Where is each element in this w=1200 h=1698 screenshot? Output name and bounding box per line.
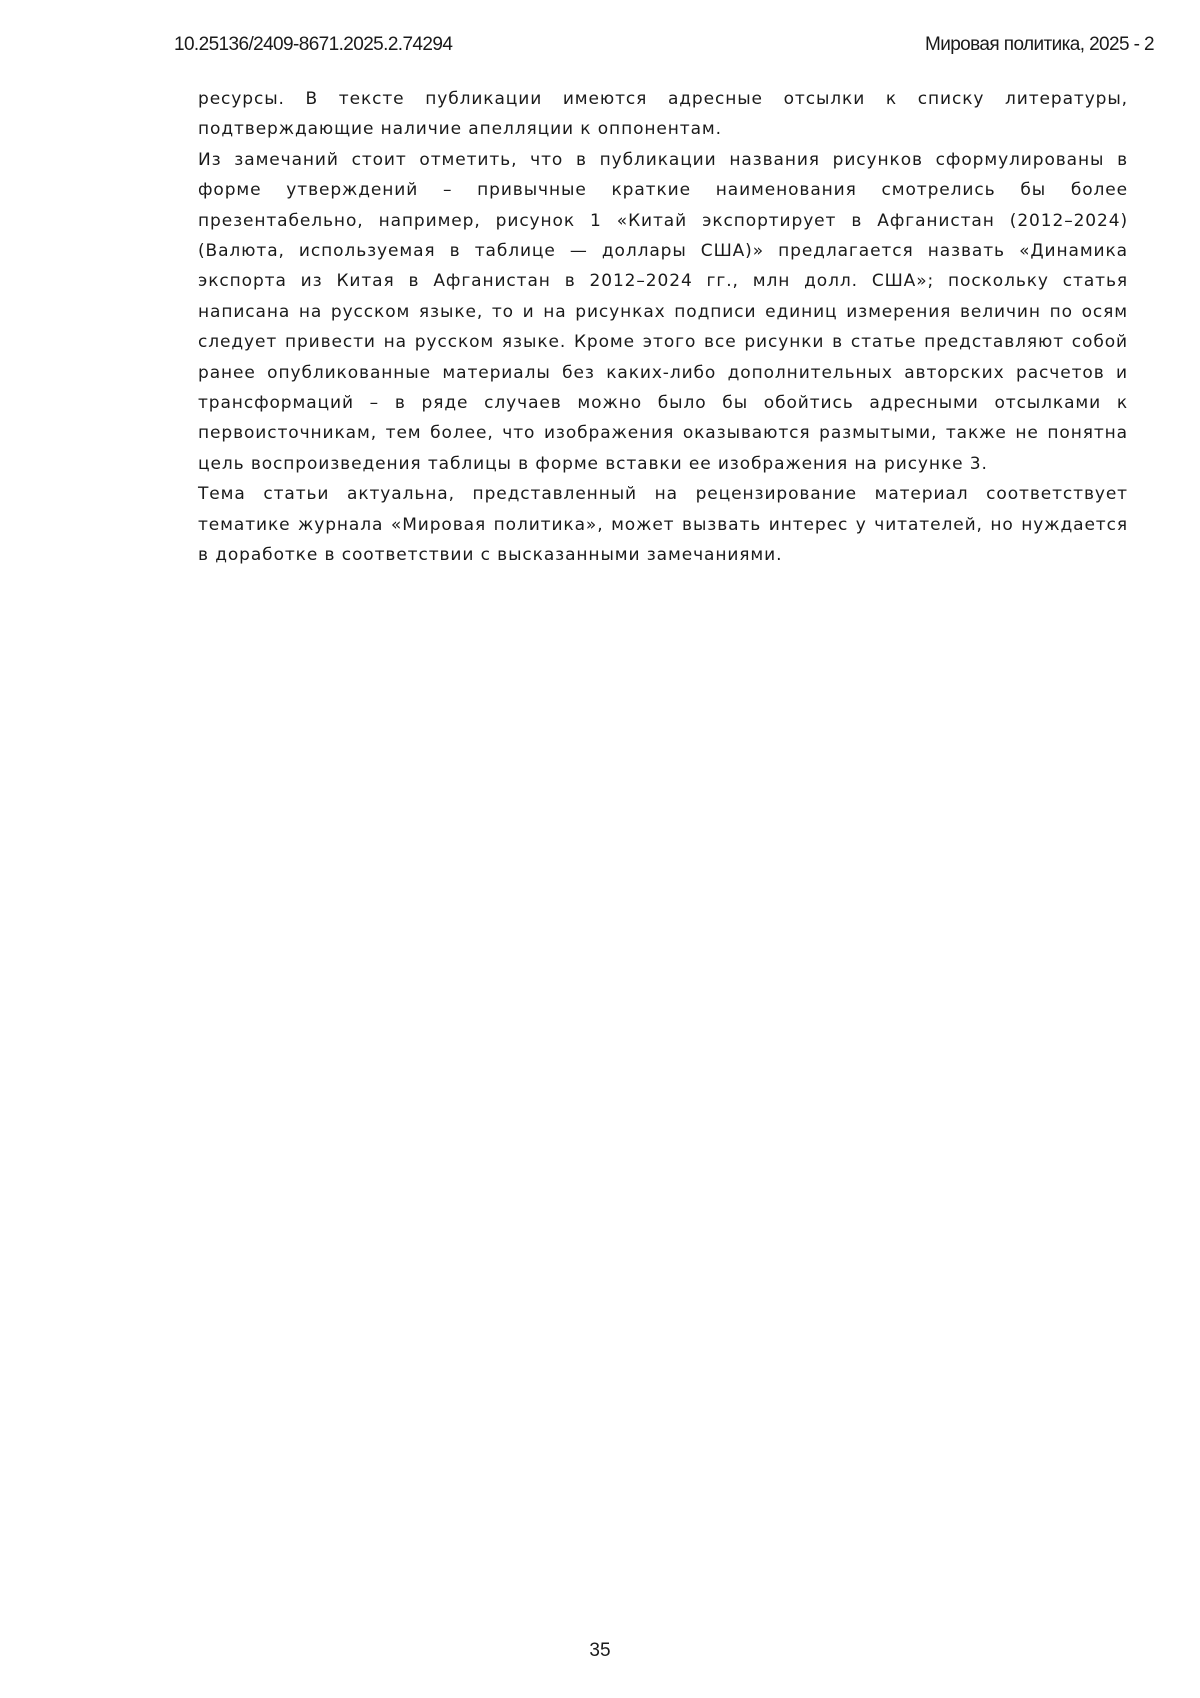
page-number: 35: [589, 1640, 611, 1661]
page-header: [174, 34, 1154, 60]
journal-issue-label: Мировая политика, 2025 - 2: [924, 34, 1154, 55]
paragraph-3: Тема статьи актуальна, представленный на рецензирование материал соответствует тематике журнала «Мировая политика», может вызвать интерес у читателей, но нуждается в доработке в соответствии с высказанными замечаниями.: [198, 484, 1128, 566]
paragraph-2: Из замечаний стоит отметить, что в публикации названия рисунков сформулированы в форме утверждений – привычные краткие наименования смотрелись бы более презентабельно, например, рисунок 1 «Китай экспортирует в Афганистан (2012–2024) (Валюта, используемая в таблице — доллары США)» предлагается назвать «Динамика экспорта из Китая в Афганистан в 2012–2024 гг., млн долл. США»; поскольку статья написана на русском языке, то и на рисунках подписи единиц измерения величин по осям следует привести на русском языке. Кроме этого все рисунки в статье представляют собой ранее опубликованные материалы без каких-либо дополнительных авторских расчетов и трансформаций – в ряде случаев можно было бы обойтись адресными отсылками к первоисточникам, тем более, что изображения оказываются размытыми, также не понятна цель воспроизведения таблицы в форме вставки ее изображения на рисунке 3.: [198, 149, 1128, 474]
paragraph-1: ресурсы. В тексте публикации имеются адресные отсылки к списку литературы, подтверждающие наличие апелляции к оппонентам.: [198, 89, 1128, 140]
doi-label: 10.25136/2409-8671.2025.2.74294: [174, 34, 453, 55]
article-body: [198, 84, 1128, 571]
